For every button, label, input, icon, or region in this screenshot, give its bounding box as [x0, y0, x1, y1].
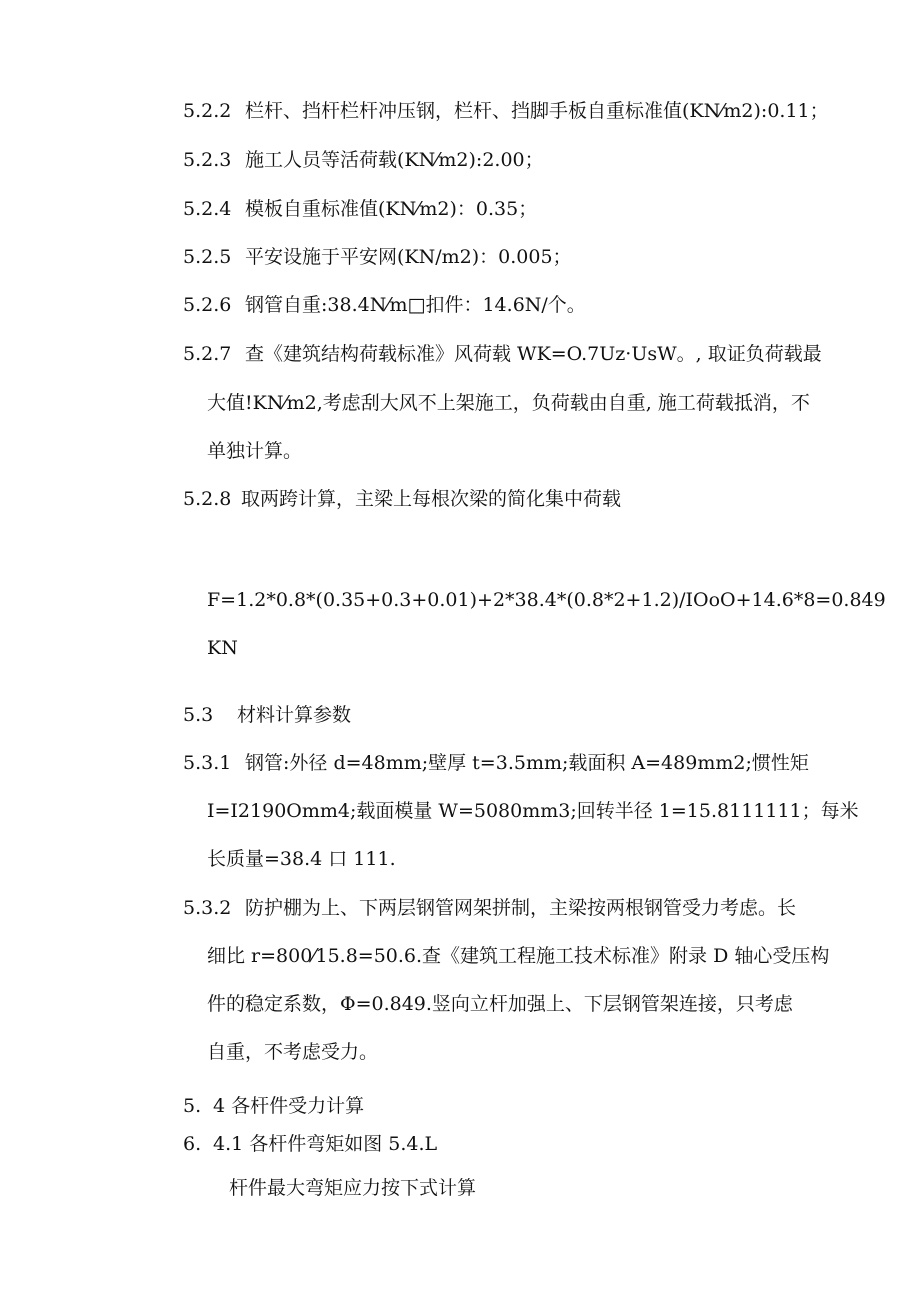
line-text: 防护棚为上、下两层钢管网架拼制，主梁按两根钢管受力考虑。长 — [245, 897, 797, 919]
line-5-2-2 — [183, 99, 829, 123]
section-number: 5.3.1 — [183, 752, 232, 774]
section-number: 5.2.2 — [183, 100, 232, 122]
line-5-2-7-cont-1 — [207, 391, 810, 415]
line-text: 钢管:外径 d=48mm;壁厚 t=3.5mm;载面积 A=489mm2;惯性矩 — [245, 752, 809, 774]
section-number: 5.2.4 — [183, 198, 232, 220]
line-text: 模板自重标准值(KN⁄m2)：0.35； — [245, 198, 538, 220]
line-text: 材料计算参数 — [237, 704, 352, 726]
line-5-3-1-cont-2 — [207, 847, 396, 871]
line-text: 平安设施于平安网(KN/m2)：0.005； — [245, 246, 572, 268]
line-text: 长质量=38.4 口 111. — [207, 848, 396, 870]
line-bending-formula-intro — [229, 1176, 476, 1200]
section-number: 5.2.8 — [183, 488, 232, 510]
line-text: 4 各杆件受力计算 — [213, 1095, 365, 1117]
line-text: 自重，不考虑受力。 — [207, 1041, 379, 1063]
line-5-3-2-cont-1 — [207, 944, 829, 968]
section-number: 6. — [183, 1133, 202, 1155]
section-number: 5.2.3 — [183, 149, 232, 171]
line-5-3-1 — [183, 751, 809, 775]
line-text: 查《建筑结构荷载标准》风荷载 WK=O.7Uz·UsW。, 取证负荷载最 — [245, 343, 822, 365]
section-number: 5.3.2 — [183, 897, 232, 919]
line-5-3 — [183, 703, 351, 727]
formula-line — [207, 588, 886, 612]
line-text: 件的稳定系数，Φ=0.849.竖向立杆加强上、下层钢管架连接，只考虑 — [207, 993, 793, 1015]
line-5-3-2-cont-2 — [207, 992, 793, 1016]
line-text: 施工人员等活荷载(KN⁄m2):2.00； — [245, 149, 544, 171]
formula-unit — [207, 636, 238, 660]
formula-text: F=1.2*0.8*(0.35+0.3+0.01)+2*38.4*(0.8*2+1.2)/IOoO+14.6*8=0.849 — [207, 589, 886, 611]
line-text: I=I2190Omm4;载面模量 W=5080mm3;回转半径 1=15.8111111；每米 — [207, 800, 859, 822]
section-number: 5.2.7 — [183, 343, 232, 365]
formula-unit-text: KN — [207, 637, 238, 659]
line-5-3-1-cont-1 — [207, 799, 859, 823]
section-number: 5.2.6 — [183, 294, 232, 316]
line-text: 取两跨计算，主梁上每根次梁的简化集中荷载 — [241, 488, 622, 510]
line-5-2-7 — [183, 342, 822, 366]
line-5-3-2-cont-3 — [207, 1040, 378, 1064]
line-text: 钢管自重:38.4N⁄m□扣件：14.6N/个。 — [245, 294, 586, 316]
line-5-2-6 — [183, 293, 586, 317]
section-number: 5.2.5 — [183, 246, 232, 268]
line-5-2-5 — [183, 245, 572, 269]
line-5-2-8 — [183, 487, 621, 511]
line-5-3-2 — [183, 896, 796, 920]
line-text: 大值!KN⁄m2,考虑刮大风不上架施工，负荷载由自重, 施工荷载抵消，不 — [207, 392, 810, 414]
line-6-4-1 — [183, 1132, 437, 1156]
section-number: 5. — [183, 1095, 202, 1117]
line-text: 细比 r=800⁄15.8=50.6.查《建筑工程施工技术标准》附录 D 轴心受压构 — [207, 945, 830, 967]
line-text: 栏杆、挡杆栏杆冲压钢，栏杆、挡脚手板自重标准值(KN⁄m2):0.11； — [245, 100, 829, 122]
section-number: 5.3 — [183, 704, 214, 726]
line-5-4 — [183, 1094, 364, 1118]
line-5-2-4 — [183, 197, 537, 221]
line-text: 杆件最大弯矩应力按下式计算 — [229, 1177, 477, 1199]
line-text: 单独计算。 — [207, 440, 303, 462]
line-5-2-7-cont-2 — [207, 439, 302, 463]
line-text: 4.1 各杆件弯矩如图 5.4.L — [213, 1133, 438, 1155]
line-5-2-3 — [183, 148, 544, 172]
